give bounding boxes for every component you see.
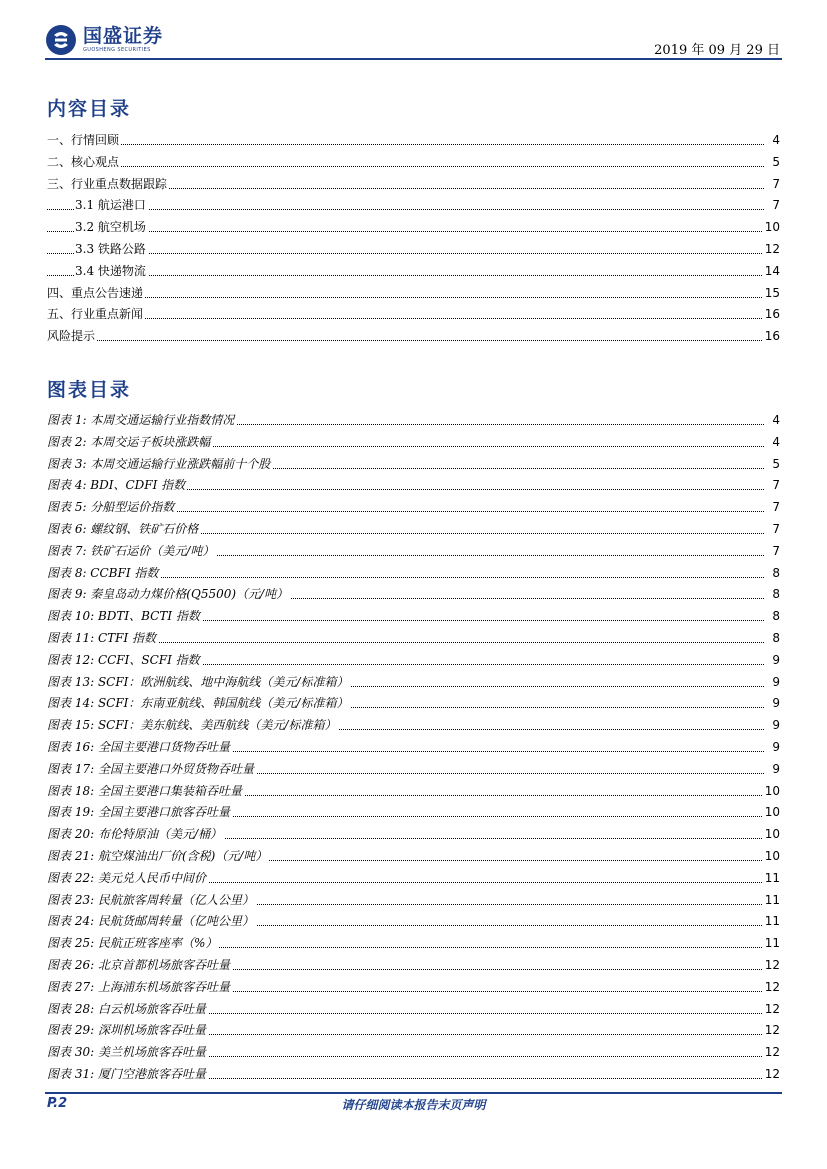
figure-entry-label: 图表 24: 民航货邮周转量（亿吨公里）	[47, 911, 256, 933]
contents-list	[47, 130, 780, 348]
figure-entry-page: 10	[763, 802, 780, 824]
figure-entry-page: 11	[763, 868, 780, 890]
figure-entry-page: 12	[763, 977, 780, 999]
figure-entry-label: 图表 19: 全国主要港口旅客吞吐量	[47, 802, 232, 824]
toc-entry-page: 16	[763, 304, 780, 326]
figure-entry[interactable]	[47, 977, 780, 999]
toc-entry-page: 10	[763, 217, 780, 239]
figure-entry[interactable]	[47, 410, 780, 432]
figure-entry-label: 图表 6: 螺纹钢、铁矿石价格	[47, 519, 200, 541]
figure-entry-label: 图表 12: CCFI、SCFI 指数	[47, 650, 202, 672]
dot-leader	[47, 297, 764, 298]
figure-entry[interactable]	[47, 999, 780, 1021]
figure-entry[interactable]	[47, 650, 780, 672]
company-logo	[45, 24, 163, 56]
figure-entry-page: 8	[770, 628, 780, 650]
figure-entry-label: 图表 20: 布伦特原油（美元/桶）	[47, 824, 224, 846]
toc-entry[interactable]	[47, 304, 780, 326]
dot-leader	[47, 209, 764, 210]
figure-entry-page: 7	[770, 519, 780, 541]
figure-entry-page: 12	[763, 1020, 780, 1042]
figure-entry[interactable]	[47, 541, 780, 563]
figure-entry-label: 图表 27: 上海浦东机场旅客吞吐量	[47, 977, 232, 999]
toc-entry-label: 五、行业重点新闻	[47, 304, 145, 326]
page-number: P.2	[47, 1096, 68, 1111]
figure-entry-label: 图表 17: 全国主要港口外贸货物吞吐量	[47, 759, 256, 781]
figure-entry-label: 图表 25: 民航正班客座率（%）	[47, 933, 219, 955]
figure-entry-label: 图表 23: 民航旅客周转量（亿人公里）	[47, 890, 256, 912]
figure-entry-label: 图表 13: SCFI：欧洲航线、地中海航线（美元/标准箱）	[47, 672, 350, 694]
figure-entry[interactable]	[47, 737, 780, 759]
figure-entry-page: 12	[763, 955, 780, 977]
dot-leader	[47, 166, 764, 167]
toc-entry[interactable]	[47, 217, 780, 239]
toc-entry-label: 风险提示	[47, 326, 97, 348]
figure-entry-page: 12	[763, 1042, 780, 1064]
figure-entry-page: 12	[763, 1064, 780, 1086]
dot-leader	[47, 144, 764, 145]
figure-entry-page: 11	[763, 911, 780, 933]
toc-entry[interactable]	[47, 174, 780, 196]
figure-entry-label: 图表 7: 铁矿石运价（美元/吨）	[47, 541, 216, 563]
figure-entry-label: 图表 9: 秦皇岛动力煤价格(Q5500)（元/吨）	[47, 584, 290, 606]
toc-entry-label: 3.1 航运港口	[75, 195, 148, 217]
figure-entry[interactable]	[47, 497, 780, 519]
toc-entry-page: 12	[763, 239, 780, 261]
figure-entry[interactable]	[47, 454, 780, 476]
toc-entry-label: 3.2 航空机场	[75, 217, 148, 239]
figure-entry[interactable]	[47, 759, 780, 781]
toc-entry[interactable]	[47, 326, 780, 348]
figures-list	[47, 410, 780, 1086]
dot-leader	[47, 231, 764, 232]
figure-entry[interactable]	[47, 693, 780, 715]
figure-entry-label: 图表 3: 本周交通运输行业涨跌幅前十个股	[47, 454, 272, 476]
toc-entry-page: 7	[770, 195, 780, 217]
figure-entry[interactable]	[47, 606, 780, 628]
toc-entry-page: 5	[770, 152, 780, 174]
dot-leader	[47, 275, 764, 276]
toc-entry[interactable]	[47, 195, 780, 217]
toc-entry-label: 一、行情回顾	[47, 130, 121, 152]
figure-entry-page: 7	[770, 475, 780, 497]
toc-entry-page: 16	[763, 326, 780, 348]
dot-leader	[47, 340, 764, 341]
dot-leader	[47, 318, 764, 319]
figure-entry-page: 4	[770, 432, 780, 454]
figure-entry[interactable]	[47, 1064, 780, 1086]
toc-entry[interactable]	[47, 283, 780, 305]
footer-divider	[45, 1092, 782, 1094]
toc-entry[interactable]	[47, 130, 780, 152]
figure-entry-label: 图表 31: 厦门空港旅客吞吐量	[47, 1064, 208, 1086]
figure-entry-page: 11	[763, 890, 780, 912]
dot-leader	[47, 253, 764, 254]
figure-entry[interactable]	[47, 933, 780, 955]
figure-entry[interactable]	[47, 519, 780, 541]
figure-entry[interactable]	[47, 715, 780, 737]
figure-entry-page: 9	[770, 715, 780, 737]
figure-entry[interactable]	[47, 1020, 780, 1042]
figure-entry-page: 8	[770, 606, 780, 628]
figure-entry-label: 图表 15: SCFI：美东航线、美西航线（美元/标准箱）	[47, 715, 338, 737]
figure-entry[interactable]	[47, 584, 780, 606]
page-header	[45, 22, 782, 62]
figure-entry-label: 图表 2: 本周交运子板块涨跌幅	[47, 432, 212, 454]
figure-entry[interactable]	[47, 563, 780, 585]
logo-chinese-name: 国盛证券	[83, 25, 164, 47]
figure-entry-label: 图表 18: 全国主要港口集装箱吞吐量	[47, 781, 244, 803]
figure-entry[interactable]	[47, 475, 780, 497]
logo-english-name: GUOSHENG SECURITIES	[83, 47, 151, 53]
figure-entry[interactable]	[47, 781, 780, 803]
contents-title: 内容目录	[47, 98, 132, 120]
company-logo-icon	[45, 24, 77, 56]
toc-entry-label: 3.3 铁路公路	[75, 239, 148, 261]
figure-entry-label: 图表 10: BDTI、BCTI 指数	[47, 606, 202, 628]
disclaimer-note: 请仔细阅读本报告末页声明	[341, 1098, 486, 1112]
toc-entry[interactable]	[47, 261, 780, 283]
figure-entry-page: 11	[763, 933, 780, 955]
figure-entry[interactable]	[47, 955, 780, 977]
figure-entry[interactable]	[47, 1042, 780, 1064]
toc-entry-page: 15	[763, 283, 780, 305]
figure-entry-page: 9	[770, 759, 780, 781]
figure-entry-page: 10	[763, 824, 780, 846]
figure-entry-label: 图表 1: 本周交通运输行业指数情况	[47, 410, 236, 432]
report-date: 2019 年 09 月 29 日	[654, 43, 780, 58]
figure-entry[interactable]	[47, 824, 780, 846]
toc-entry-page: 4	[770, 130, 780, 152]
figure-entry-page: 9	[770, 672, 780, 694]
figure-entry-label: 图表 26: 北京首都机场旅客吞吐量	[47, 955, 232, 977]
figure-entry-page: 4	[770, 410, 780, 432]
figure-entry-label: 图表 22: 美元兑人民币中间价	[47, 868, 208, 890]
figure-entry-label: 图表 28: 白云机场旅客吞吐量	[47, 999, 208, 1021]
figures-title: 图表目录	[47, 379, 132, 401]
figure-entry-page: 10	[763, 846, 780, 868]
toc-entry-page: 7	[770, 174, 780, 196]
figure-entry-page: 8	[770, 563, 780, 585]
figure-entry-page: 9	[770, 693, 780, 715]
toc-entry[interactable]	[47, 239, 780, 261]
figure-entry[interactable]	[47, 802, 780, 824]
toc-entry-label: 3.4 快递物流	[75, 261, 148, 283]
figure-entry[interactable]	[47, 672, 780, 694]
figure-entry[interactable]	[47, 890, 780, 912]
figure-entry-page: 8	[770, 584, 780, 606]
figure-entry-label: 图表 30: 美兰机场旅客吞吐量	[47, 1042, 208, 1064]
figure-entry[interactable]	[47, 868, 780, 890]
figure-entry-label: 图表 8: CCBFI 指数	[47, 563, 160, 585]
figure-entry-page: 5	[770, 454, 780, 476]
figure-entry-page: 10	[763, 781, 780, 803]
figure-entry[interactable]	[47, 628, 780, 650]
toc-entry-label: 四、重点公告速递	[47, 283, 145, 305]
figure-entry-label: 图表 29: 深圳机场旅客吞吐量	[47, 1020, 208, 1042]
toc-entry-label: 三、行业重点数据跟踪	[47, 174, 169, 196]
toc-entry-page: 14	[763, 261, 780, 283]
figure-entry-page: 7	[770, 497, 780, 519]
figure-entry-label: 图表 21: 航空煤油出厂价(含税)（元/吨）	[47, 846, 269, 868]
figure-entry-page: 9	[770, 737, 780, 759]
figure-entry-label: 图表 16: 全国主要港口货物吞吐量	[47, 737, 232, 759]
header-divider	[45, 58, 782, 60]
figure-entry-label: 图表 5: 分船型运价指数	[47, 497, 176, 519]
figure-entry-label: 图表 11: CTFI 指数	[47, 628, 158, 650]
figure-entry[interactable]	[47, 432, 780, 454]
figure-entry-page: 12	[763, 999, 780, 1021]
figure-entry[interactable]	[47, 846, 780, 868]
figure-entry-label: 图表 14: SCFI：东南亚航线、韩国航线（美元/标准箱）	[47, 693, 350, 715]
figure-entry-page: 9	[770, 650, 780, 672]
toc-entry[interactable]	[47, 152, 780, 174]
figure-entry-page: 7	[770, 541, 780, 563]
figure-entry-label: 图表 4: BDI、CDFI 指数	[47, 475, 187, 497]
figure-entry[interactable]	[47, 911, 780, 933]
toc-entry-label: 二、核心观点	[47, 152, 121, 174]
